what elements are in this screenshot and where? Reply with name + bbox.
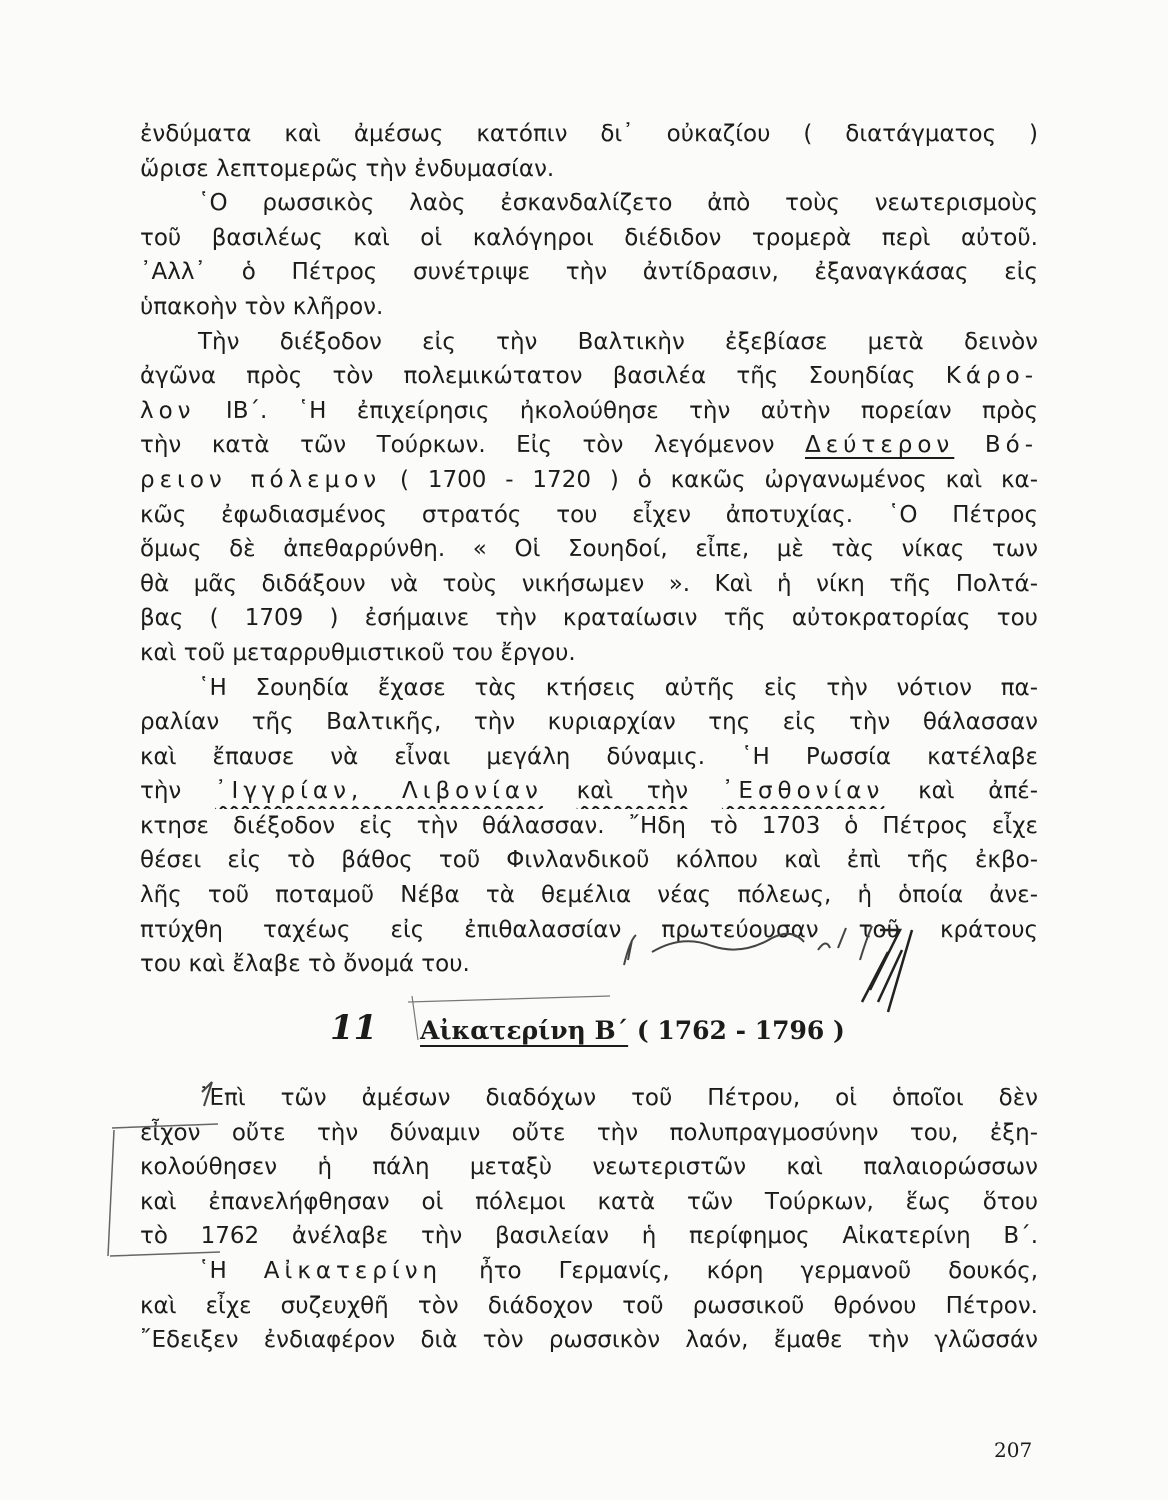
page-number: 207 [994, 1438, 1033, 1462]
text-line: κτησε διέξοδον εἰς τὴν θάλασσαν. ῎Ηδη τὸ 1703 ὁ Πέτρος εἶχε [140, 812, 1038, 839]
name-karolon: Κάρο- [945, 363, 1038, 390]
text-block-main [140, 117, 1038, 982]
text-line: ᾽Επὶ τῶν ἀμέσων διαδόχων τοῦ Πέτρου, οἱ ὁποῖοι δὲν [198, 1085, 1038, 1111]
text-line: ὅμως δὲ ἀπεθαρρύνθη. « Οἱ Σουηδοί, εἶπε, μὲ τὰς νίκας των [140, 536, 1038, 563]
text-line: πτύχθη ταχέως εἰς ἐπιθαλασσίαν πρωτεύουσαν τοῦ κράτους [140, 916, 1038, 943]
text-fragment: τὴν κατὰ τῶν Τούρκων. Εἰς τὸν λεγόμενον [140, 432, 775, 459]
text-block-catherine [140, 1081, 1038, 1358]
text-line: κολούθησεν ἡ πάλη μεταξὺ νεωτεριστῶν καὶ παλαιορώσσων [140, 1154, 1038, 1181]
text-fragment: ῾Η [198, 1257, 227, 1284]
section-heading [330, 1008, 845, 1048]
text-line: ῾Η Σουηδία ἔχασε τὰς κτήσεις αὐτῆς εἰς τὴν νότιον πα- [198, 674, 1038, 701]
text-line: ῎Εδειξεν ἐνδιαφέρον διὰ τὸν ρωσσικὸν λαόν, ἔμαθε τὴν γλῶσσάν [140, 1327, 1038, 1354]
text-fragment: ( 1700 - 1720 ) ὁ κακῶς ὠργανωμένος καὶ κα- [400, 466, 1038, 493]
text-line: θὰ μᾶς διδάξουν νὰ τοὺς νικήσωμεν ». Καὶ ἡ νίκη τῆς Πολτά- [140, 570, 1038, 597]
underlined-deuteron: Δεύτερον [805, 432, 955, 459]
text-line [140, 463, 1038, 498]
name-karolon-cont: λον [140, 397, 196, 424]
text-fragment: ἦτο Γερμανίς, κόρη γερμανοῦ δουκός, [479, 1257, 1038, 1284]
heading-years: ( 1762 - 1796 ) [636, 1016, 845, 1045]
text-line: θέσει εἰς τὸ βάθος τοῦ Φινλανδικοῦ κόλπου καὶ ἐπὶ τῆς ἐκβο- [140, 847, 1038, 874]
text-line: καὶ τοῦ μεταρρυθμιστικοῦ του ἔργου. [140, 639, 576, 666]
text-line: τὸ 1762 ἀνέλαβε τὴν βασιλείαν ἡ περίφημος Αἰκατερίνη Β΄. [140, 1223, 1038, 1250]
text-fragment: Βό- [984, 432, 1038, 459]
text-line: ὑπακοὴν τὸν κλῆρον. [140, 293, 384, 320]
text-line [140, 1254, 1038, 1289]
name-aikaterini: Αἰκατερίνη [263, 1257, 443, 1284]
text-line: καὶ ἔπαυσε νὰ εἶναι μεγάλη δύναμις. ῾Η Ρωσσία κατέλαβε [140, 743, 1038, 770]
text-line [140, 428, 1038, 463]
text-line: του καὶ ἔλαβε τὸ ὄνομά του. [140, 951, 470, 978]
text-line: κῶς ἐφωδιασμένος στρατός του εἶχεν ἀποτυχίας. ῾Ο Πέτρος [140, 501, 1038, 528]
text-line: καὶ ἐπανελήφθησαν οἱ πόλεμοι κατὰ τῶν Τούρκων, ἕως ὅτου [140, 1188, 1038, 1215]
text-line: ὥρισε λεπτομερῶς τὴν ἐνδυμασίαν. [140, 155, 555, 182]
text-line: λῆς τοῦ ποταμοῦ Νέβα τὰ θεμέλια νέας πόλεως, ἡ ὁποία ἀνε- [140, 882, 1038, 909]
underlined-places: ᾽Ιγγρίαν, Λιβονίαν [215, 778, 543, 805]
text-line: τοῦ βασιλέως καὶ οἱ καλόγηροι διέδιδον τρομερὰ περὶ αὐτοῦ. [140, 224, 1038, 251]
text-fragment: ΙΒ΄. ῾Η ἐπιχείρησις ἠκολούθησε τὴν αὐτὴν πορείαν πρὸς [225, 397, 1038, 424]
underlined-esthonia: ᾽Εσθονίαν [721, 778, 885, 805]
underlined-places-conj: καὶ τὴν [576, 778, 689, 805]
spaced-war-name: ρειον πόλεμον [140, 466, 382, 493]
text-line: ἐνδύματα καὶ ἀμέσως κατόπιν δι᾽ οὐκαζίου ( διατάγματος ) [140, 121, 1038, 147]
handwritten-section-number: 11 [330, 1008, 378, 1048]
text-line: εἶχον οὔτε τὴν δύναμιν οὔτε τὴν πολυπραγμοσύνην του, ἐξη- [140, 1119, 1038, 1146]
text-line: ῾Ο ρωσσικὸς λαὸς ἐσκανδαλίζετο ἀπὸ τοὺς νεωτερισμοὺς [198, 190, 1038, 217]
text-line [140, 394, 1038, 429]
heading-title: Αἰκατερίνη Β΄ [420, 1016, 629, 1045]
text-fragment: καὶ ἀπέ- [918, 778, 1038, 805]
text-fragment: ἀγῶνα πρὸς τὸν πολεμικώτατον βασιλέα τῆς Σουηδίας [140, 363, 916, 390]
text-line: ᾽Αλλ᾽ ὁ Πέτρος συνέτριψε τὴν ἀντίδρασιν, ἐξαναγκάσας εἰς [140, 259, 1038, 286]
text-line: καὶ εἶχε συζευχθῆ τὸν διάδοχον τοῦ ρωσσικοῦ θρόνου Πέτρον. [140, 1292, 1038, 1319]
text-line: ραλίαν τῆς Βαλτικῆς, τὴν κυριαρχίαν της εἰς τὴν θάλασσαν [140, 709, 1038, 736]
text-line [140, 774, 1038, 809]
text-line [140, 359, 1038, 394]
text-line: Τὴν διέξοδον εἰς τὴν Βαλτικὴν ἐξεβίασε μετὰ δεινὸν [198, 328, 1038, 355]
text-line: βας ( 1709 ) ἐσήμαινε τὴν κραταίωσιν τῆς αὐτοκρατορίας του [140, 605, 1038, 632]
text-fragment: τὴν [140, 778, 182, 805]
